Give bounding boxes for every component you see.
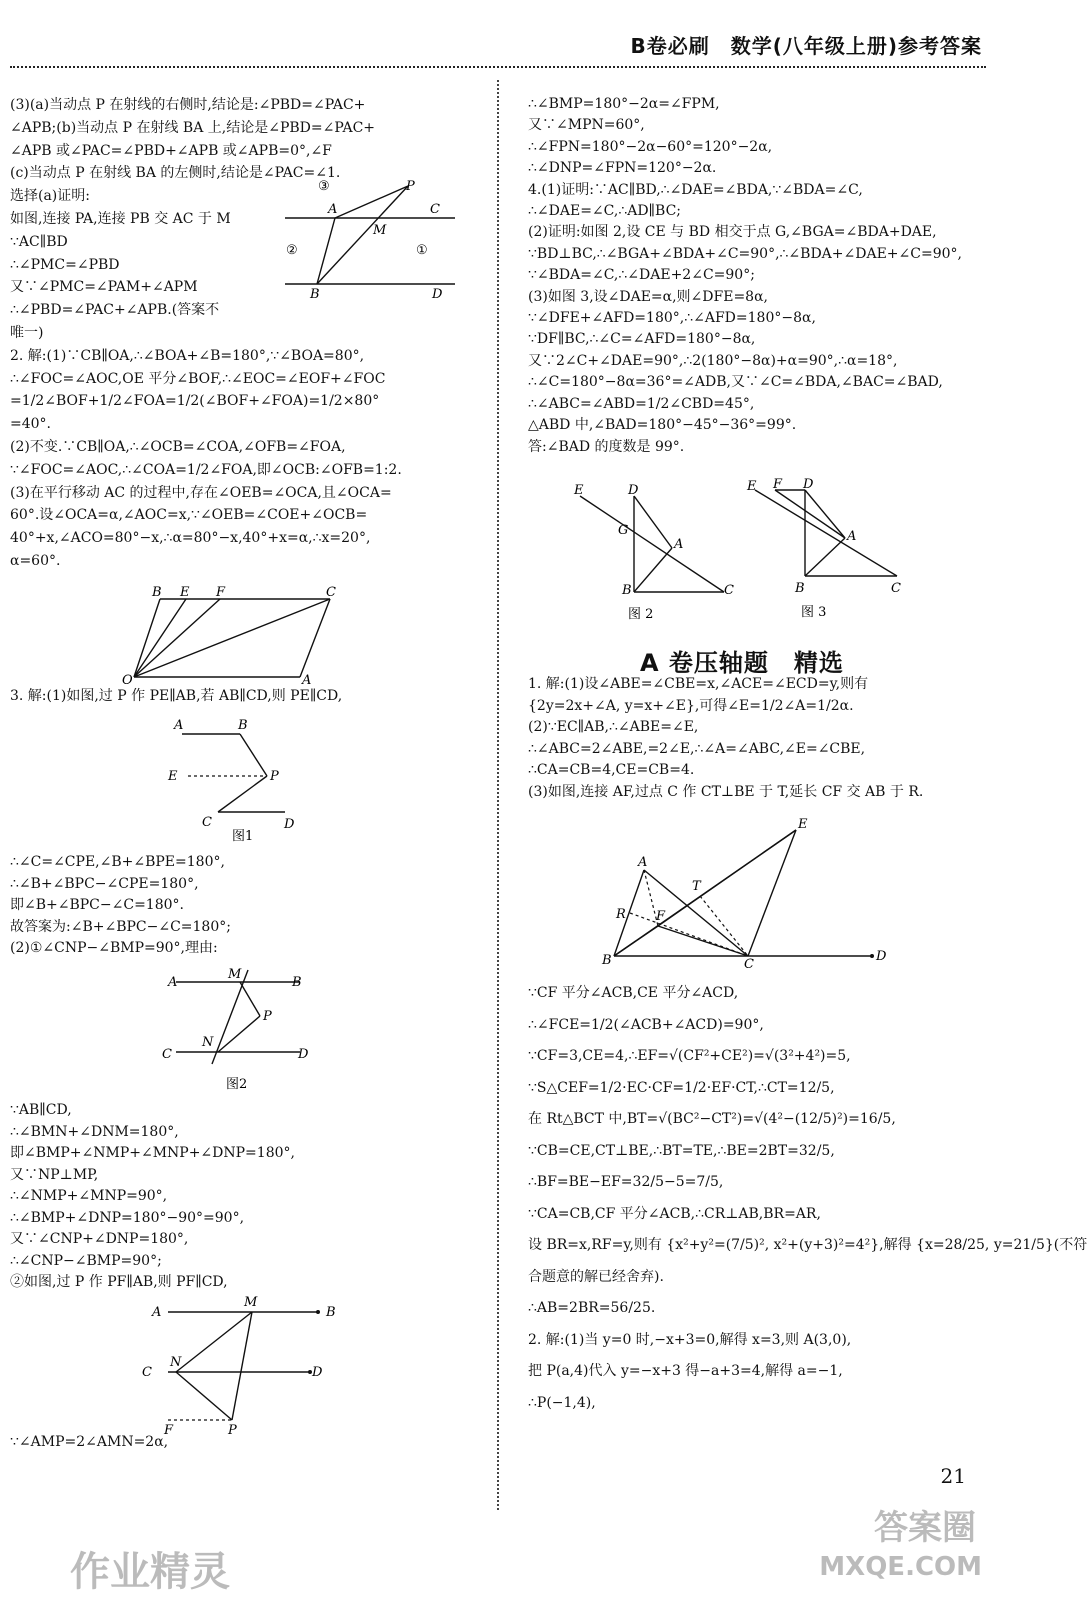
figure-right-3-caption: 图 3 (801, 605, 827, 620)
label-D: D (432, 287, 443, 302)
figure-pf-parallel (140, 1296, 360, 1436)
header-title: B卷必刷 数学(八年级上册)参考答案 (630, 34, 982, 58)
right-column-part1 (528, 94, 988, 458)
text-line: 60°.设∠OCA=α,∠AOC=x,∵∠OEB=∠COE+∠OCB= (10, 507, 368, 524)
text-line: ∴∠ABC=∠ABD=1/2∠CBD=45°, (528, 395, 755, 412)
section-title: A 卷压轴题 精选 (640, 649, 844, 677)
text-line: (2)不变.∵CB∥OA,∴∠OCB=∠COA,∠OFB=∠FOA, (10, 438, 346, 455)
label-A: A (152, 1305, 162, 1320)
text-line: 在 Rt△BCT 中,BT=√(BC²−CT²)=√(4²−(12/5)²)=16/5, (528, 1111, 896, 1127)
label-D: D (876, 949, 887, 964)
text-line: 即∠B+∠BPC−∠C=180°. (10, 897, 184, 913)
text-line: ②如图,过 P 作 PF∥AB,则 PF∥CD, (10, 1274, 228, 1290)
text-line: 如图,连接 PA,连接 PB 交 AC 于 M (10, 210, 231, 227)
text-line: ∴∠BMN+∠DNM=180°, (10, 1123, 179, 1140)
text-line: ∴∠PBD=∠PAC+∠APB.(答案不 (10, 302, 220, 319)
figure-right-2-caption: 图 2 (628, 607, 654, 622)
figure-right-4 (600, 817, 900, 972)
region-3-label: ③ (318, 179, 330, 194)
label-B: B (310, 287, 320, 302)
text-line: (3)在平行移动 AC 的过程中,存在∠OEB=∠OCA,且∠OCA= (10, 484, 392, 501)
text-line: ∴∠C=180°−8α=36°=∠ADB,又∵∠C=∠BDA,∠BAC=∠BAD, (528, 374, 943, 391)
text-line: 合题意的解已经舍弃). (528, 1268, 664, 1285)
text-line: (3)如图,连接 AF,过点 C 作 CT⊥BE 于 T,延长 CF 交 AB 于 R. (528, 783, 924, 800)
label-C: C (326, 585, 336, 600)
text-line: ∵AB∥CD, (10, 1102, 72, 1118)
label-A: A (174, 718, 184, 733)
page-number: 21 (940, 1464, 966, 1488)
text-line: ∴∠B+∠BPC−∠CPE=180°, (10, 875, 199, 892)
text-line: 故答案为:∠B+∠BPC−∠C=180°; (10, 918, 231, 935)
label-C: C (744, 957, 754, 972)
text-line: ∴P(−1,4), (528, 1394, 596, 1411)
left-column-part1 (10, 94, 478, 573)
label-R: R (616, 907, 626, 922)
label-P: P (270, 769, 279, 784)
label-E: E (180, 585, 190, 600)
label-M: M (373, 223, 387, 238)
text-line: ∴∠CNP−∠BMP=90°; (10, 1252, 162, 1269)
figure-parallel-lines-p (280, 180, 460, 300)
text-line: 又∵∠MPN=60°, (528, 117, 645, 134)
text-line: ∵CB=CE,CT⊥BE,∴BT=TE,∴BE=2BT=32/5, (528, 1142, 835, 1159)
text-line: ∴AB=2BR=56/25. (528, 1300, 656, 1316)
text-line: 又∵NP⊥MP, (10, 1166, 99, 1183)
text-line: ∴BF=BE−EF=32/5−5=7/5, (528, 1174, 724, 1190)
figure-1-caption: 图1 (232, 829, 254, 844)
text-line: ∵S△CEF=1/2·EC·CF=1/2·EF·CT,∴CT=12/5, (528, 1079, 835, 1096)
label-F: F (656, 909, 666, 924)
text-line: 即∠BMP+∠NMP+∠MNP+∠DNP=180°, (10, 1145, 295, 1161)
text-line: ∴∠NMP+∠MNP=90°, (10, 1188, 168, 1204)
label-P: P (406, 179, 415, 194)
label-A: A (168, 975, 178, 990)
label-A: A (638, 855, 648, 870)
figure-2-caption: 图2 (226, 1077, 248, 1092)
watermark-bottom-left: 作业精灵 (70, 1549, 230, 1595)
label-F: F (164, 1423, 174, 1438)
right-column-part2 (528, 674, 988, 803)
text-line: 4.(1)证明:∵AC∥BD,∴∠DAE=∠BDA,∵∠BDA=∠C, (528, 181, 863, 198)
left-column-part4 (10, 1100, 478, 1294)
text-line: (2)∵EC∥AB,∴∠ABE=∠E, (528, 719, 699, 735)
left-column-part5 (10, 1432, 478, 1453)
label-B: B (622, 583, 632, 598)
text-line: 设 BR=x,RF=y,则有 {x²+y²=(7/5)², x²+(y+3)²=4²},解得 {x=28/25, y=21/5}(不符 (528, 1237, 1087, 1253)
text-line: =40°. (10, 416, 51, 433)
text-line: ∵DF∥BC,∴∠C=∠AFD=180°−8α, (528, 331, 756, 348)
text-line: 把 P(a,4)代入 y=−x+3 得−a+3=4,解得 a=−1, (528, 1363, 843, 1379)
text-line: ∴∠PMC=∠PBD (10, 256, 120, 273)
text-line: 选择(a)证明: (10, 188, 90, 205)
label-B: B (152, 585, 162, 600)
text-line: (3)(a)当动点 P 在射线的右侧时,结论是:∠PBD=∠PAC+ (10, 97, 366, 113)
text-line: 40°+x,∠ACO=80°−x,∴α=80°−x,40°+x=α,∴x=20°, (10, 530, 371, 547)
label-D: D (803, 477, 814, 492)
label-B: B (292, 975, 302, 990)
label-A: A (674, 537, 684, 552)
text-line: ∵∠BDA=∠C,∴∠DAE+2∠C=90°; (528, 267, 755, 284)
text-line: α=60°. (10, 552, 61, 569)
text-line: ∴∠BMP=180°−2α=∠FPM, (528, 96, 720, 112)
label-B: B (602, 953, 612, 968)
text-line: 唯一) (10, 324, 44, 341)
figure-1-abpcd (160, 712, 320, 842)
text-line: ∵CA=CB,CF 平分∠ACB,∴CR⊥AB,BR=AR, (528, 1205, 821, 1222)
label-P: P (228, 1423, 237, 1438)
text-line: 答:∠BAD 的度数是 99°. (528, 438, 685, 455)
text-line: ∴∠FPN=180°−2α−60°=120°−2α, (528, 138, 773, 155)
header-rule (10, 66, 986, 68)
label-E: E (747, 479, 757, 494)
label-C: C (142, 1365, 152, 1380)
text-line: ∵∠DFE+∠AFD=180°,∴∠AFD=180°−8α, (528, 310, 816, 327)
text-line: 又∵2∠C+∠DAE=90°,∴2(180°−8α)+α=90°,∴α=18°, (528, 352, 898, 369)
label-B: B (795, 581, 805, 596)
text-line: ∴∠FCE=1/2(∠ACB+∠ACD)=90°, (528, 1016, 764, 1033)
label-C: C (724, 583, 734, 598)
text-line: ∴∠C=∠CPE,∠B+∠BPE=180°, (10, 854, 225, 870)
label-F: F (216, 585, 226, 600)
label-M: M (244, 1295, 258, 1310)
page-header (0, 0, 996, 66)
text-line: {2y=2x+∠A, y=x+∠E},可得∠E=1/2∠A=1/2α. (528, 697, 854, 714)
text-line: △ABD 中,∠BAD=180°−45°−36°=99°. (528, 417, 797, 434)
text-line: ∴CA=CB=4,CE=CB=4. (528, 762, 695, 778)
text-line: ∵CF 平分∠ACB,CE 平分∠ACD, (528, 985, 739, 1001)
column-divider (497, 80, 499, 1510)
text-line: ∴∠BMP+∠DNP=180°−90°=90°, (10, 1209, 245, 1226)
figure-right-2 (572, 482, 742, 622)
text-line: ∴∠DAE=∠C,∴AD∥BC; (528, 203, 682, 220)
label-C: C (162, 1047, 172, 1062)
left-column-part3 (10, 852, 478, 960)
label-B: B (326, 1305, 336, 1320)
text-line: 3. 解:(1)如图,过 P 作 PE∥AB,若 AB∥CD,则 PE∥CD, (10, 688, 343, 704)
label-M: M (228, 967, 242, 982)
label-C: C (891, 581, 901, 596)
label-G: G (618, 523, 629, 538)
text-line: (c)当动点 P 在射线 BA 的左侧时,结论是∠PAC=∠1. (10, 165, 341, 182)
text-line: ∠APB;(b)当动点 P 在射线 BA 上,结论是∠PBD=∠PAC+ (10, 119, 376, 136)
label-A: A (302, 673, 312, 688)
label-D: D (312, 1365, 323, 1380)
text-line: (3)如图 3,设∠DAE=α,则∠DFE=8α, (528, 288, 768, 305)
text-line: ∵AC∥BD (10, 233, 68, 250)
text-line: 2. 解:(1)∵CB∥OA,∴∠BOA+∠B=180°,∵∠BOA=80°, (10, 347, 365, 364)
text-line: 又∵∠CNP+∠DNP=180°, (10, 1231, 189, 1247)
label-T: T (692, 879, 701, 894)
label-E: E (574, 483, 584, 498)
label-O: O (122, 673, 133, 688)
text-line: ∠APB 或∠PAC=∠PBD+∠APB 或∠APB=0°,∠F (10, 142, 332, 159)
figure-parallelogram-befc (120, 585, 360, 688)
figure-right-3 (745, 476, 915, 622)
label-A: A (847, 529, 857, 544)
watermark-url: MXQE.COM (819, 1552, 982, 1582)
text-line: 2. 解:(1)当 y=0 时,−x+3=0,解得 x=3,则 A(3,0), (528, 1331, 852, 1348)
label-E: E (168, 769, 178, 784)
text-line: (2)①∠CNP−∠BMP=90°,理由: (10, 940, 218, 956)
label-P: P (263, 1009, 272, 1024)
text-line: 又∵∠PMC=∠PAM+∠APM (10, 279, 198, 296)
text-line: ∴∠FOC=∠AOC,OE 平分∠BOF,∴∠EOC=∠EOF+∠FOC (10, 370, 386, 387)
region-1-label: ① (416, 243, 428, 258)
label-C: C (430, 202, 440, 217)
label-E: E (798, 817, 808, 832)
text-line: =1/2∠BOF+1/2∠FOA=1/2(∠BOF+∠FOA)=1/2×80° (10, 393, 380, 410)
label-D: D (298, 1047, 309, 1062)
text-line: (2)证明:如图 2,设 CE 与 BD 相交于点 G,∠BGA=∠BDA+DAE, (528, 224, 937, 241)
label-C: C (202, 815, 212, 830)
label-D: D (628, 483, 639, 498)
text-line: ∵∠AMP=2∠AMN=2α, (10, 1434, 169, 1450)
watermark-logo: 答案圈 (874, 1508, 976, 1548)
left-column-part2 (10, 686, 478, 707)
label-D: D (284, 817, 295, 832)
text-line: ∴∠ABC=2∠ABE,=2∠E,∴∠A=∠ABC,∠E=∠CBE, (528, 740, 866, 757)
text-line: ∵CF=3,CE=4,∴EF=√(CF²+CE²)=√(3²+4²)=5, (528, 1048, 851, 1064)
label-F: F (773, 477, 783, 492)
text-line: ∵BD⊥BC,∴∠BGA+∠BDA+∠C=90°,∴∠BDA+∠DAE+∠C=90°, (528, 245, 962, 262)
label-A: A (328, 202, 338, 217)
figure-2-mnp (160, 962, 320, 1092)
label-N: N (202, 1035, 214, 1050)
label-N: N (170, 1355, 182, 1370)
text-line: 1. 解:(1)设∠ABE=∠CBE=x,∠ACE=∠ECD=y,则有 (528, 676, 869, 692)
region-2-label: ② (286, 243, 298, 258)
label-B: B (238, 718, 248, 733)
right-column-part3 (528, 978, 1087, 1419)
text-line: ∵∠FOC=∠AOC,∴∠COA=1/2∠FOA,即∠OCB:∠OFB=1:2. (10, 461, 402, 478)
text-line: ∴∠DNP=∠FPN=120°−2α. (528, 160, 717, 177)
